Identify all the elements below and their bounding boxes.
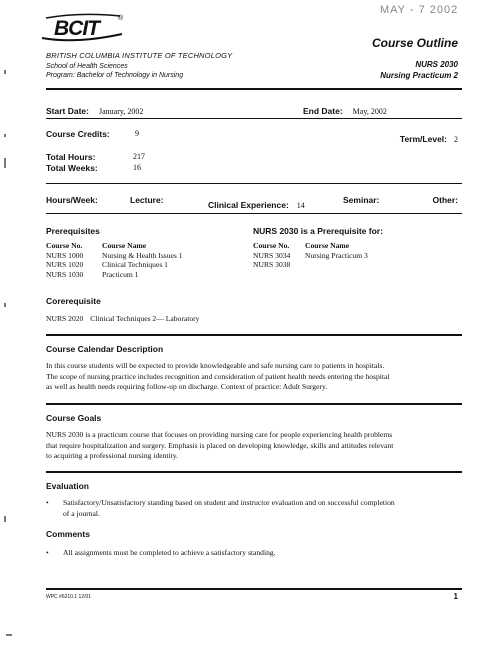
course-name: Clinical Techniques 1 [102,260,168,270]
paragraph-line: Satisfactory/Unsatisfactory standing based on student and instructor evaluation and on successful completion [63,498,395,507]
scan-mark [4,516,6,522]
col-course-no: Course No. [46,241,83,250]
hours-week-label: Hours/Week: [46,195,98,205]
term-row [400,129,458,147]
course-no: NURS 1000 [46,250,84,260]
scan-mark [4,70,6,74]
paragraph-line: to acquiring a professional nursing identity. [46,451,178,460]
corequisite-divider [46,334,462,336]
paragraph-line: NURS 2030 is a practicum course that focuses on providing nursing care for people experiencing health problems [46,430,393,439]
credits-label: Course Credits: [46,129,110,139]
table-row [46,270,183,280]
scan-mark [4,134,6,137]
end-date-label: End Date: [303,106,343,116]
course-no: NURS 1030 [46,269,84,279]
table-row [253,260,368,270]
prerequisites-title: Prerequisites [46,226,100,236]
table-row [253,251,368,261]
calendar-description-text [46,361,466,393]
header-divider [46,88,462,90]
footer-divider [46,588,462,590]
course-no: NURS 3034 [253,250,291,260]
course-goals-text [46,430,466,462]
bullet-icon: • [46,498,49,507]
scan-mark [4,158,6,168]
prerequisite-for-table [253,241,368,270]
seminar-label: Seminar: [343,195,380,205]
paragraph-line: of a journal. [63,508,100,518]
course-no: NURS 1020 [46,260,84,270]
comments-title: Comments [46,529,90,539]
total-hours-value: 217 [133,152,145,161]
col-course-name: Course Name [305,241,350,250]
hours-divider [46,213,462,214]
clinical-label: Clinical Experience: [208,200,289,210]
evaluation-title: Evaluation [46,481,89,491]
received-stamp: MAY - 7 2002 [380,4,459,16]
table-row [46,260,183,270]
start-date-label: Start Date: [46,106,89,116]
comments-item [46,548,466,559]
prerequisite-for-title: NURS 2030 is a Prerequisite for: [253,226,383,236]
credits-value: 9 [135,129,139,138]
bullet-icon: • [46,548,49,557]
term-value: 2 [454,135,458,144]
other-label: Other: [432,195,458,205]
paragraph-line: that require hospitalization and surgery. Emphasis is placed on developing knowledge, skills and attitudes relevant [46,440,394,450]
goals-divider [46,471,462,473]
paragraph-line: All assignments must be completed to achieve a satisfactory standing. [63,548,276,557]
evaluation-item [46,498,466,519]
col-course-name: Course Name [102,241,147,250]
course-name: Nursing Practicum 3 [305,250,368,260]
total-hours-label: Total Hours: [46,152,96,162]
page-number: 1 [453,592,458,601]
scan-mark [4,303,6,307]
dates-divider [46,118,462,119]
end-date-row [303,101,387,119]
clinical-value: 14 [296,201,305,210]
scan-mark [6,634,12,636]
corequisite-course-name: Clinical Techniques 2— Laboratory [90,314,200,323]
document-title: Course Outline [371,36,458,50]
col-course-no: Course No. [253,241,290,250]
total-weeks-label: Total Weeks: [46,163,98,173]
course-name: Practicum 1 [102,269,139,279]
paragraph-line: The scope of nursing practice includes recognition and consideration of patient health needs entering the hospital [46,371,390,381]
course-goals-title: Course Goals [46,413,102,423]
calendar-description-title: Course Calendar Description [46,344,164,354]
start-date-value: January, 2002 [98,107,144,116]
end-date-value: May, 2002 [352,107,387,116]
clinical-row [208,195,305,213]
logo-text: BCIT [54,17,99,40]
corequisite-title: Corerequisite [46,296,101,306]
footer-form-code: WPC #6210.1 12/01 [46,594,92,600]
course-no: NURS 3038 [253,260,291,270]
corequisite-course-no: NURS 2020 [46,314,84,323]
program-name: Program: Bachelor of Technology in Nursing [46,72,184,79]
start-date-row [46,101,143,119]
term-label: Term/Level: [399,134,447,144]
total-weeks-value: 16 [133,163,141,172]
course-code: NURS 2030 [415,60,458,69]
calendar-divider [46,403,462,405]
school-name: School of Health Sciences [46,63,128,70]
corequisite-row [46,314,199,324]
logo-registered-mark: ® [118,15,124,22]
course-name: Nursing & Health Issues 1 [102,250,183,260]
prerequisite-for-header-row [253,241,368,251]
paragraph-line: In this course students will be expected to provide knowledgeable and safe nursing care to patients in hospitals. [46,361,385,370]
bcit-logo [36,10,128,46]
course-name: Nursing Practicum 2 [380,71,458,80]
institution-name: BRITISH COLUMBIA INSTITUTE OF TECHNOLOGY [46,51,233,60]
credits-divider [46,183,462,184]
table-row [46,251,183,261]
paragraph-line: as well as health needs requiring follow-up on discharge. Context of practice: Adult Surgery. [46,382,328,391]
prerequisites-table [46,241,183,279]
lecture-label: Lecture: [130,195,164,205]
prerequisites-header-row [46,241,183,251]
